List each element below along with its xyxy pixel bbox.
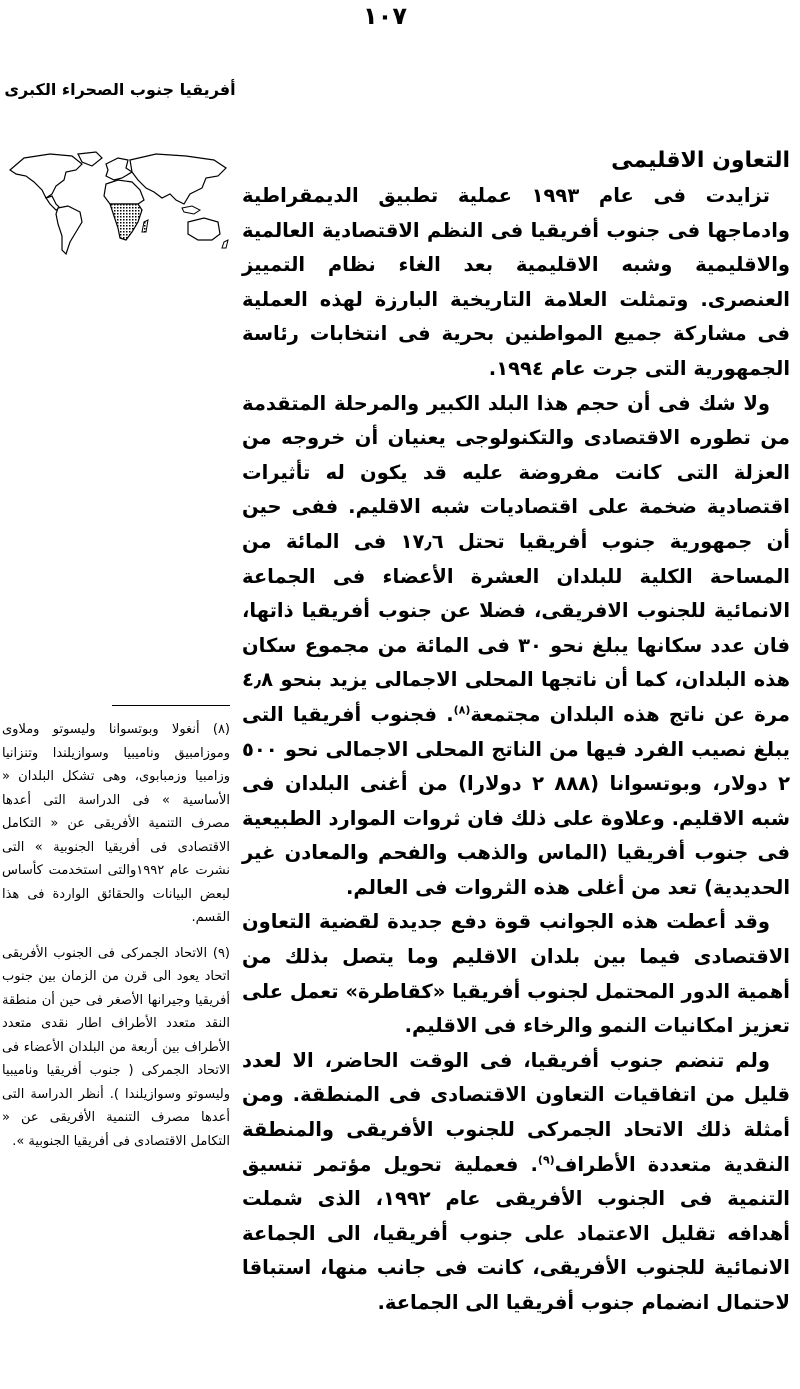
paragraph-2-continuation: . فجنوب أفريقيا التى يبلغ نصيب الفرد فيها من الناتج المحلى الاجمالى نحو ٥٠٠ ٢ دولار، وبوتسوانا (٨٨٨ ٢ دولارا) من أغنى البلدان فى شبه الاقليم. وعلاوة على ذلك فان ثروات الموارد الطبيعية فى جنوب أفريقيا (الماس والذهب والفحم والمعادن غير الحديدية) تعد من أغلى هذه الثروات فى العالم.: [242, 702, 790, 899]
footnote-8: (٨) أنغولا وبوتسوانا وليسوتو وملاوى وموزامبيق وناميبيا وسوازيلندا وتنزانيا وزامبيا وزمبابوى، وهى تشكل البلدان « الأساسية » فى الدراسة التى أعدها مصرف التنمية الأفريقى عن « التكامل الاقتصادى فى أفريقيا الجنوبية » التى نشرت عام ١٩٩٢والتى استخدمت كأساس لبعض البيانات والحقائق الواردة فى هذا القسم.: [2, 722, 230, 925]
footnote-9: (٩) الاتحاد الجمركى فى الجنوب الأفريقى اتحاد يعود الى قرن من الزمان بين جنوب أفريقيا وجيرانها الأصغر فى حين أن منطقة النقد متعدد الأطراف اطار نقدى متعدد الأطراف بين أربعة من البلدان الأعضاء فى الاتحاد الجمركى ( جنوب أفريقيا وناميبيا وليسوتو وسوازيلندا ). أنظر الدراسة التى أعدها مصرف التنمية الأفريقى عن « التكامل الاقتصادى فى أفريقيا الجنوبية ».: [2, 945, 230, 1149]
footnote-ref-9[interactable]: (٩): [537, 1153, 555, 1167]
paragraph-3: وقد أعطت هذه الجوانب قوة دفع جديدة لقضية التعاون الاقتصادى فيما بين بلدان الاقليم وما يتصل بذلك من أهمية الدور المحتمل لجنوب أفريقيا «كقاطرة» تعمل على تعزيز امكانيات النمو والرخاء فى الاقليم.: [242, 910, 790, 1038]
paragraph-4-continuation: .: [530, 1152, 538, 1176]
footnotes: [2, 718, 230, 1153]
page-number: ١٠٧: [363, 2, 407, 30]
paragraph-4-tail: فعملية تحويل مؤتمر تنسيق التنمية فى الجنوب الأفريقى عام ١٩٩٢، الذى شملت أهدافه تقليل الاعتماد على جنوب أفريقيا، الى الجماعة الانمائية للجنوب الأفريقى، كانت فى جانب منها، استباقا لاحتمال انضمام جنوب أفريقيا الى الجماعة.: [242, 1152, 790, 1314]
paragraph-4-text: ولم تنضم جنوب أفريقيا، فى الوقت الحاضر، الا لعدد قليل من اتفاقيات التعاون الاقتصادى فى المنطقة. ومن أمثلة ذلك الاتحاد الجمركى للجنوب الأفريقى والمنطقة النقدية متعددة الأطراف: [242, 1048, 790, 1176]
paragraph-1: تزايدت فى عام ١٩٩٣ عملية تطبيق الديمقراطية وادماجها فى جنوب أفريقيا فى النظم الاقتصادية العالمية والاقليمية وشبه الاقليمية بعد الغاء نظام التمييز العنصرى. وتمثلت العلامة التاريخية البارزة لهذه العملية فى مشاركة جميع المواطنين بحرية فى انتخابات رئاسة الجمهورية التى جرت عام ١٩٩٤.: [242, 184, 790, 380]
world-map-icon: [6, 150, 230, 262]
article-body: [242, 143, 790, 1321]
paragraph-2-text: ولا شك فى أن حجم هذا البلد الكبير والمرحلة المتقدمة من تطوره الاقتصادى والتكنولوجى يعنيان أن خروجه من العزلة التى كانت مفروضة عليه قد يكون له تأثيرات اقتصادية ضخمة على اقتصاديات شبه الاقليم. ففى حين أن جمهورية جنوب أفريقيا تحتل ١٧٫٦ فى المائة من المساحة الكلية للبلدان العشرة الأعضاء فى الجماعة الانمائية للجنوب الافريقى، فضلا عن جنوب أفريقيا ذاتها، فان عدد سكانها يبلغ نحو ٣٠ فى المائة من مجموع سكان هذه البلدان، كما أن ناتجها المحلى الاجمالى يزيد بنحو ٤٫٨ مرة عن ناتج هذه البلدان مجتمعة: [242, 391, 791, 726]
section-heading: التعاون الاقليمى: [611, 148, 790, 173]
paragraph-4: [242, 1044, 790, 1321]
footnote-ref-8[interactable]: (٨): [453, 703, 471, 717]
paragraph-2: [242, 387, 790, 906]
margin-title: أفريقيا جنوب الصحراء الكبرى: [4, 80, 236, 99]
footnote-divider: [112, 705, 230, 706]
